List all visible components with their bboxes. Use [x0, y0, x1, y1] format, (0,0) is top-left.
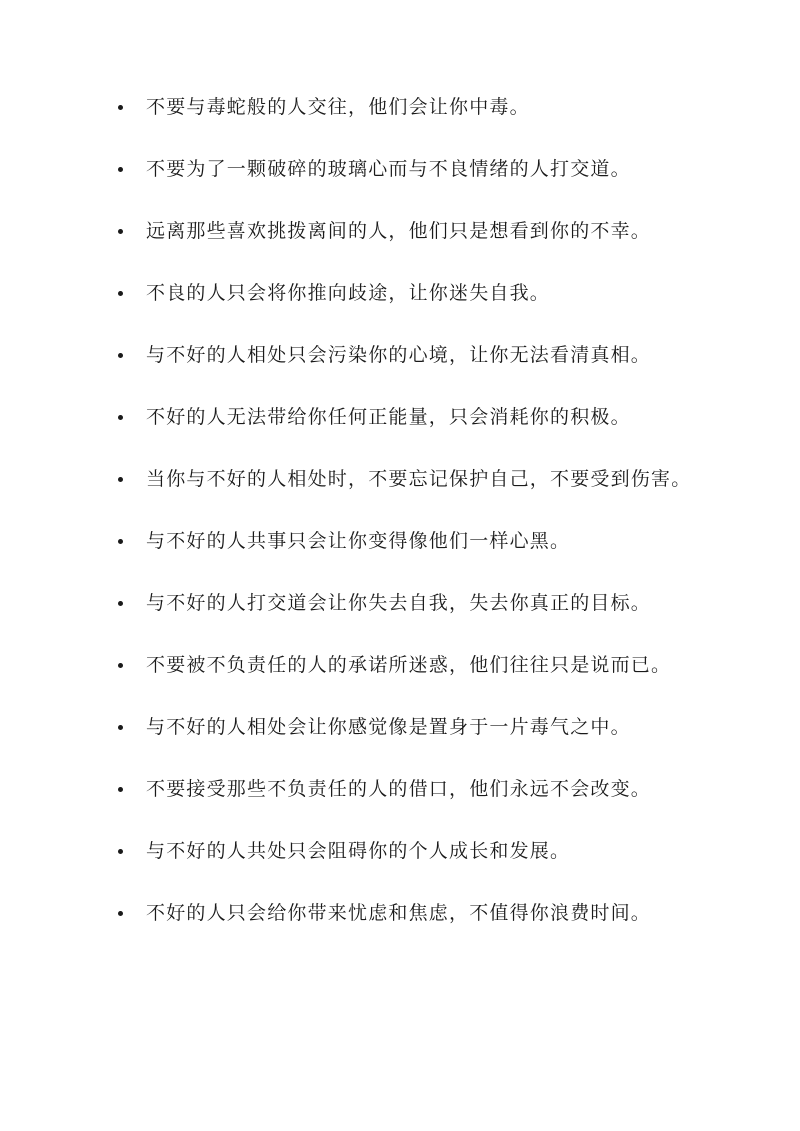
list-item-text: 不要被不负责任的人的承诺所迷惑，他们往往只是说而已。: [146, 654, 672, 676]
bullet-icon: [118, 353, 123, 358]
list-item: [118, 402, 698, 432]
list-item-text: 不良的人只会将你推向歧途，让你迷失自我。: [146, 282, 551, 304]
list-item-text: 远离那些喜欢挑拨离间的人，他们只是想看到你的不幸。: [146, 220, 652, 242]
list-item-text: 与不好的人相处只会污染你的心境，让你无法看清真相。: [146, 344, 652, 366]
bullet-list: [118, 92, 698, 960]
list-item-text: 不要为了一颗破碎的玻璃心而与不良情绪的人打交道。: [146, 158, 631, 180]
bullet-icon: [118, 105, 123, 110]
list-item: [118, 451, 698, 507]
bullet-icon: [118, 849, 123, 854]
bullet-icon: [118, 415, 123, 420]
bullet-icon: [118, 291, 123, 296]
list-item: [118, 216, 698, 246]
list-item-text: 不好的人只会给你带来忧虑和焦虑，不值得你浪费时间。: [146, 902, 652, 924]
list-item-text: 与不好的人相处会让你感觉像是置身于一片毒气之中。: [146, 716, 631, 738]
list-item: [118, 588, 698, 618]
list-item-text: 不要接受那些不负责任的人的借口，他们永远不会改变。: [146, 778, 652, 800]
list-item-text: 当你与不好的人相处时，不要忘记保护自己，不要受到伤害。: [146, 468, 692, 490]
bullet-icon: [118, 911, 123, 916]
list-item-text: 与不好的人共处只会阻碍你的个人成长和发展。: [146, 840, 571, 862]
list-item: [118, 836, 698, 866]
list-item-text: 与不好的人打交道会让你失去自我，失去你真正的目标。: [146, 592, 652, 614]
bullet-icon: [118, 601, 123, 606]
bullet-icon: [118, 167, 123, 172]
bullet-icon: [118, 477, 123, 482]
list-item: [118, 154, 698, 184]
bullet-icon: [118, 229, 123, 234]
list-item: [118, 712, 698, 742]
list-item: [118, 898, 698, 928]
list-item: [118, 526, 698, 556]
list-item: [118, 774, 698, 804]
list-item: [118, 278, 698, 308]
bullet-icon: [118, 725, 123, 730]
list-item: [118, 650, 698, 680]
bullet-icon: [118, 663, 123, 668]
list-item-text: 不好的人无法带给你任何正能量，只会消耗你的积极。: [146, 406, 631, 428]
bullet-icon: [118, 539, 123, 544]
list-item-text: 与不好的人共事只会让你变得像他们一样心黑。: [146, 530, 571, 552]
list-item: [118, 92, 698, 122]
list-item-text: 不要与毒蛇般的人交往，他们会让你中毒。: [146, 96, 530, 118]
bullet-icon: [118, 787, 123, 792]
list-item: [118, 340, 698, 370]
